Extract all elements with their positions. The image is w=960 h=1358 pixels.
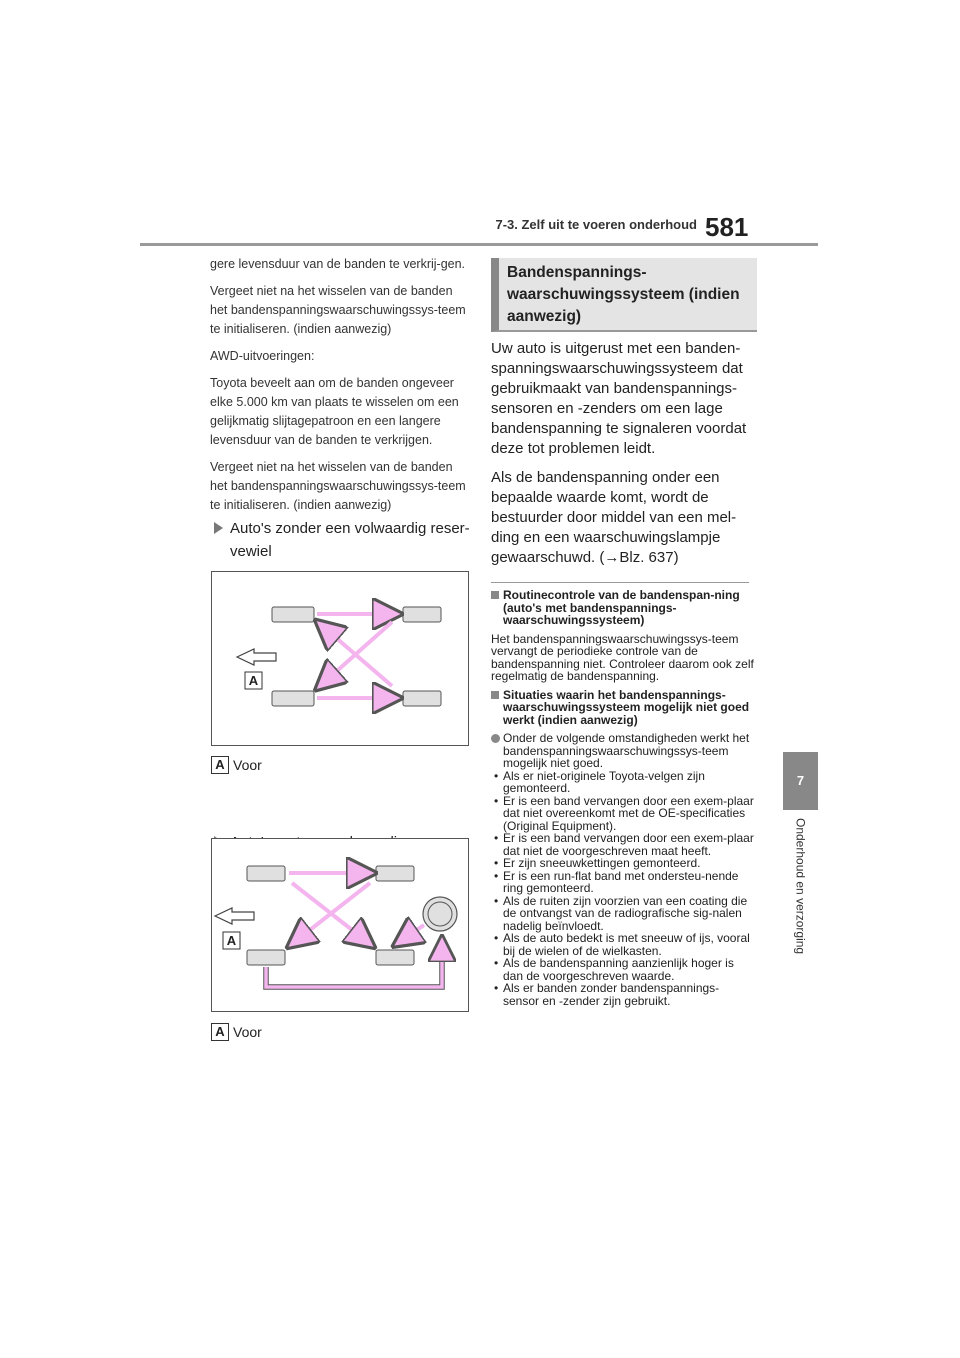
- square-bullet-icon: [491, 591, 499, 599]
- legend-label-a: A: [211, 756, 229, 774]
- chapter-tab: 7: [783, 752, 818, 810]
- chapter-label: [783, 818, 818, 988]
- triangle-bullet-icon: [214, 522, 223, 534]
- tire-rear-right-icon: [376, 950, 414, 965]
- tire-rear-left-icon: [272, 691, 314, 706]
- rotation-diagram-svg: [212, 572, 468, 745]
- chapter-label-text: Onderhoud en verzorging: [793, 818, 808, 955]
- legend-voor: Voor: [233, 757, 262, 773]
- tire-front-left-icon: [272, 607, 314, 622]
- rotation-diagram-no-spare: [211, 571, 469, 746]
- section-title: 7-3. Zelf uit te voeren onderhoud: [495, 217, 697, 232]
- routine-text: Het bandenspanningswaarschuwingssys-teem vervangt de periodieke controle van de bandenspanning niet. Controleer daarom ook zelf regelmatig de bandenspanning.: [491, 631, 754, 683]
- front-arrow-icon: [237, 649, 276, 665]
- circle-note: [491, 732, 755, 770]
- left-paragraph-2: Vergeet niet na het wisselen van de banden het bandenspanningswaarschuwingssys-teem te initialiseren. (indien aanwezig): [210, 284, 466, 336]
- left-paragraph-3: AWD-uitvoeringen:: [210, 349, 315, 363]
- square-bullet-icon: [491, 691, 499, 699]
- arrow-icon: [398, 925, 424, 943]
- right-body: [491, 339, 753, 577]
- right-paragraph-2: Als de bandenspanning onder een bepaalde waarde komt, wordt de bestuurder door middel van een mel-ding en een waarschuwingslampje gewaarschuwd. (→Blz. 637): [491, 469, 737, 566]
- tire-rear-right-icon: [403, 691, 441, 706]
- list-item: • Als de bandenspanning aanzienlijk hoger is dan de voorgeschreven waarde.: [494, 956, 734, 983]
- circle-bullet-icon: [491, 734, 500, 743]
- right-paragraph-1: Uw auto is uitgerust met een banden-spanningswaarschuwingssysteem dat gebruikmaakt van bandenspannings-sensoren en -zenders om een lage bandenspanning te signaleren voordat deze tot problemen leidt.: [491, 340, 747, 457]
- left-column: [210, 255, 468, 523]
- legend-label-a: A: [211, 1023, 229, 1041]
- subheading-routine: [491, 589, 755, 627]
- list-item-no-spare: [210, 517, 488, 563]
- subheading-situations: [491, 689, 755, 727]
- rotation-diagram-full-spare: [211, 838, 469, 1012]
- list-item: • Als de ruiten zijn voorzien van een coating die de ontvangst van de radiografische sig-nalen nadelig beïnvloedt.: [494, 893, 748, 933]
- list-item: • Er is een run-flat band met ondersteu-nende ring gemonteerd.: [494, 868, 739, 895]
- right-notes: [491, 589, 755, 1007]
- left-paragraph-1: gere levensduur van de banden te verkrij-gen.: [210, 257, 466, 271]
- front-arrow-icon: [215, 908, 254, 924]
- loop-arrow-outline: [266, 941, 442, 987]
- list-item: • Er is een band vervangen door een exem-plaar dat niet overeenkomt met de OE-specificaties (Original Equipment).: [494, 793, 754, 833]
- list-item-label: Auto's zonder een volwaardig reser-vewiel: [230, 520, 470, 560]
- rotation-diagram-svg: [212, 839, 468, 1011]
- tire-rear-left-icon: [247, 950, 285, 965]
- front-label: A: [248, 673, 259, 688]
- list-item: • Er zijn sneeuwkettingen gemonteerd.: [494, 856, 701, 870]
- subheading-text: Situaties waarin het bandenspannings-waarschuwingssysteem mogelijk niet goed werkt (indien aanwezig): [503, 687, 750, 727]
- tire-front-right-icon: [403, 607, 441, 622]
- divider: [491, 582, 749, 583]
- bullet-list: [491, 770, 755, 1008]
- subheading-text: Routinecontrole van de bandenspan-ning (auto's met bandenspannings-waarschuwingssysteem): [503, 588, 740, 627]
- circle-note-text: Onder de volgende omstandigheden werkt het bandenspanningswaarschuwingssys-teem mogelijk niet goed.: [503, 731, 750, 770]
- list-item: • Als er banden zonder bandenspannings-sensor en -zender zijn gebruikt.: [494, 981, 720, 1008]
- left-paragraph-4: Toyota beveelt aan om de banden ongeveer elke 5.000 km van plaats te wisselen om een gelijkmatig slijtagepatroon en een langere levensduur van de banden te verkrijgen.: [210, 376, 459, 447]
- list-item: • Als de auto bedekt is met sneeuw of ijs, vooral bij de wielen of de wielkasten.: [494, 931, 750, 958]
- list-item: • Als er niet-originele Toyota-velgen zijn gemonteerd.: [494, 768, 705, 795]
- list-item: • Er is een band vervangen door een exem-plaar dat niet de voorgeschreven maat heeft.: [494, 831, 754, 858]
- tire-front-left-icon: [247, 866, 285, 881]
- loop-arrow-icon: [266, 941, 442, 987]
- tire-front-right-icon: [376, 866, 414, 881]
- left-paragraph-5: Vergeet niet na het wisselen van de banden het bandenspanningswaarschuwingssys-teem te initialiseren. (indien aanwezig): [210, 460, 466, 512]
- page-number: 581: [705, 212, 749, 242]
- header-divider: [140, 243, 818, 246]
- legend-voor: Voor: [233, 1024, 262, 1040]
- section-heading: Bandenspannings-waarschuwingssysteem (indien aanwezig): [507, 264, 740, 325]
- section-heading-box: [491, 258, 757, 332]
- front-label: A: [226, 933, 237, 948]
